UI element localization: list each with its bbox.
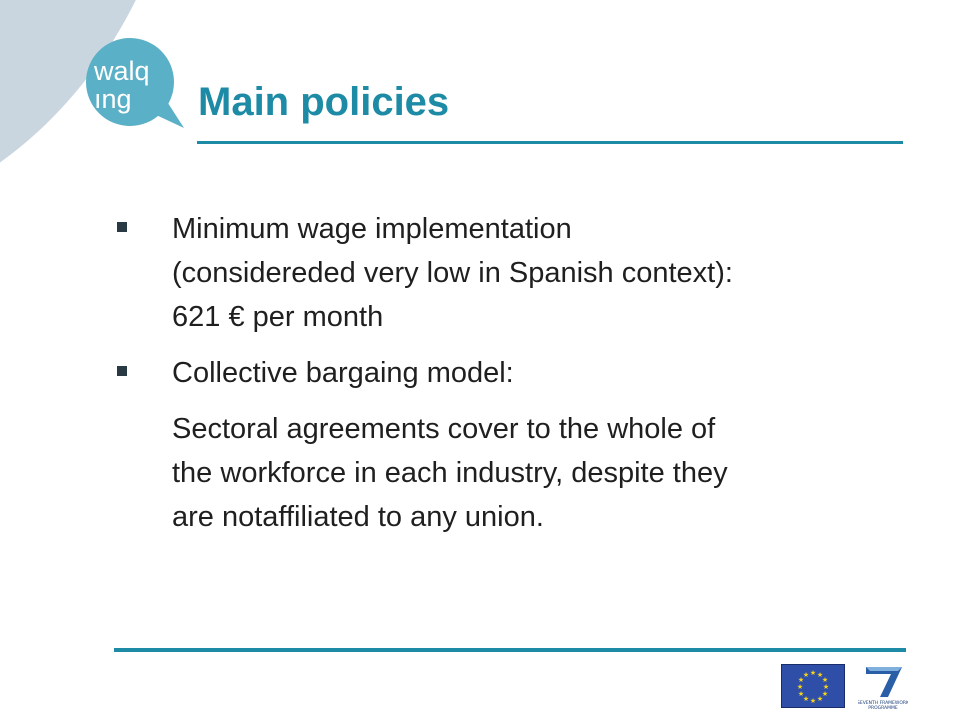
svg-text:★: ★ bbox=[809, 669, 817, 677]
bullet-item-minimum-wage bbox=[112, 207, 912, 339]
slide-title: Main policies bbox=[198, 80, 450, 124]
svg-text:★: ★ bbox=[796, 683, 804, 691]
svg-text:★: ★ bbox=[802, 671, 810, 679]
svg-text:★: ★ bbox=[816, 671, 824, 679]
square-bullet-icon bbox=[117, 366, 127, 376]
logo-text-line1: walq bbox=[94, 56, 150, 86]
svg-text:★: ★ bbox=[809, 697, 817, 705]
fp7-logo-icon bbox=[858, 661, 908, 711]
svg-text:★: ★ bbox=[797, 690, 805, 698]
svg-text:★: ★ bbox=[821, 676, 829, 684]
svg-text:★: ★ bbox=[802, 695, 810, 703]
eu-flag-icon bbox=[781, 664, 845, 708]
fp7-text-line1: SEVENTH FRAMEWORK bbox=[858, 701, 908, 706]
bullet-1-line-3: 621 € per month bbox=[172, 301, 384, 333]
svg-text:★: ★ bbox=[797, 676, 805, 684]
paragraph-line-2: the workforce in each industry, despite they bbox=[172, 457, 728, 489]
square-bullet-icon bbox=[117, 222, 127, 232]
walqing-logo-icon bbox=[80, 34, 188, 134]
paragraph-line-1: Sectoral agreements cover to the whole of bbox=[172, 413, 716, 445]
bullet-1-line-1: Minimum wage implementation bbox=[172, 213, 572, 245]
slide-content bbox=[112, 207, 912, 539]
svg-text:★: ★ bbox=[822, 683, 830, 691]
bullet-item-collective-bargaining bbox=[112, 351, 912, 395]
sectoral-agreements-paragraph bbox=[112, 407, 912, 539]
logo-text-line2: ıng bbox=[94, 84, 132, 114]
svg-text:★: ★ bbox=[821, 690, 829, 698]
svg-text:★: ★ bbox=[816, 695, 824, 703]
title-underline bbox=[197, 141, 903, 144]
bullet-2-line-1: Collective bargaing model: bbox=[172, 357, 514, 389]
paragraph-line-3: are notaffiliated to any union. bbox=[172, 501, 544, 533]
fp7-text-line2: PROGRAMME bbox=[868, 706, 898, 711]
bullet-1-line-2: (considereded very low in Spanish context): bbox=[172, 257, 733, 289]
footer-rule bbox=[114, 648, 906, 652]
